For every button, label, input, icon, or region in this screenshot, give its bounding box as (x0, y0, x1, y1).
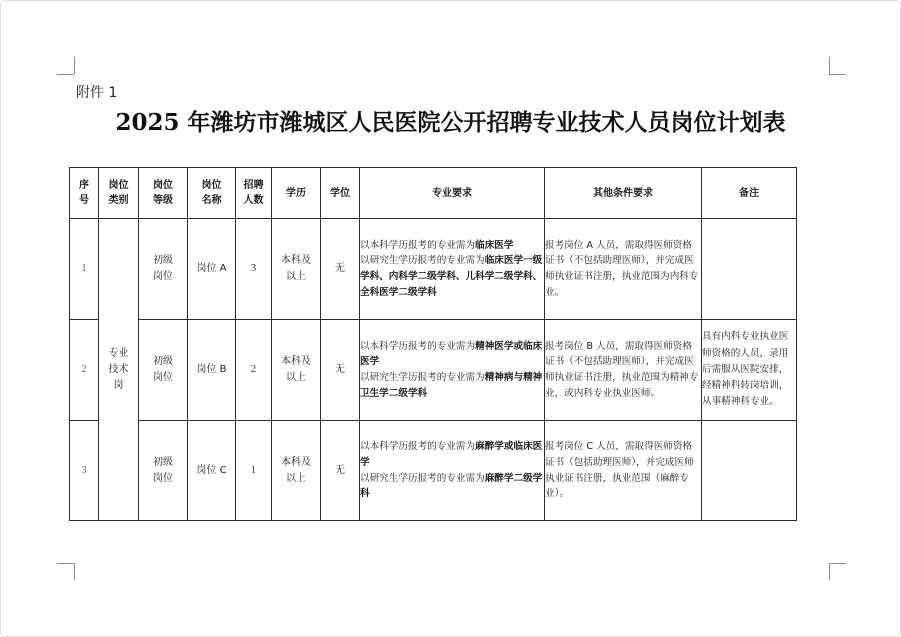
graduate-required-majors: 精神病与精神卫生学二级学科 (360, 372, 543, 399)
graduate-major-requirement (360, 253, 544, 300)
recruit-count-cell (236, 219, 272, 320)
graduate-required-majors: 临床医学一级学科、内科学二级学科、儿科学二级学科、全科医学二级学科 (360, 255, 543, 298)
header-position-level (139, 168, 188, 219)
major-requirements-cell (360, 421, 545, 521)
header-position-category (99, 168, 139, 219)
remarks-cell (702, 219, 797, 320)
education-line-2: 以上 (286, 372, 306, 383)
table-row-3 (70, 421, 797, 521)
degree: 无 (335, 364, 345, 375)
crop-mark-bottom-right-horizontal (829, 563, 846, 564)
seq-number: 2 (81, 364, 87, 375)
remarks-cell (702, 421, 797, 521)
seq-number: 3 (81, 464, 87, 476)
header-row (70, 168, 797, 219)
crop-mark-top-left-vertical (74, 57, 75, 74)
header-education: 学历 (272, 168, 321, 219)
position-name-cell (188, 219, 236, 320)
position-level-cell (139, 421, 188, 521)
education-line-1: 本科及 (281, 255, 311, 266)
education-cell (272, 421, 321, 521)
crop-mark-bottom-right-vertical (829, 563, 830, 580)
position-level-line-1: 初级 (153, 356, 173, 367)
table-row-2 (70, 320, 797, 421)
degree: 无 (335, 263, 345, 274)
education-cell (272, 320, 321, 421)
position-level-line-1: 初级 (153, 456, 173, 468)
degree: 无 (335, 464, 345, 476)
recruitment-plan-table (69, 167, 797, 521)
header-count-line-1: 招聘 (243, 180, 264, 191)
bachelor-requirement-prefix: 以本科学历报考的专业需为 (360, 239, 476, 251)
position-level-line-2: 岗位 (153, 472, 173, 484)
education-line-1: 本科及 (281, 356, 311, 367)
other-requirements-text: 报考岗位 C 人员，需取得医师资格证书（包括助理医师），并完成医师执业证书注册，执业范围（麻醉专业）。 (545, 441, 694, 500)
other-requirements-text: 报考岗位 B 人员，需取得医师资格证书（不包括助理医师），并完成医师执业证书注册，执业范围为精神专业，或内科专业执业医师。 (545, 340, 699, 399)
graduate-required-majors: 麻醉学二级学科 (360, 472, 543, 500)
recruit-count: 1 (250, 464, 257, 476)
major-requirements-cell (360, 320, 545, 421)
major-requirements-cell (360, 219, 545, 320)
degree-cell (321, 219, 360, 320)
position-category-line-1: 专业 (108, 347, 129, 359)
other-requirements-text: 报考岗位 A 人员，需取得医师资格证书（不包括助理医师），并完成医师执业证书注册，执业范围为内科专业。 (545, 239, 699, 298)
remarks-text: 具有内科专业执业医师资格的人员，录用后需服从医院安排，经精神科转岗培训，从事精神科专业。 (702, 331, 789, 408)
bachelor-required-majors: 临床医学 (475, 239, 514, 251)
recruit-count-cell (236, 421, 272, 521)
position-name: 岗位 B (196, 364, 227, 375)
position-category-line-3: 岗 (113, 379, 124, 391)
header-other-requirements: 其他条件要求 (545, 168, 702, 219)
position-level-line-1: 初级 (153, 255, 173, 266)
crop-mark-top-left-horizontal (57, 74, 74, 75)
header-remarks: 备注 (702, 168, 797, 219)
header-name-line-2: 名称 (201, 195, 222, 206)
header-seq-line-2: 号 (79, 195, 89, 206)
position-category-cell (99, 219, 139, 521)
crop-mark-top-right-horizontal (829, 74, 846, 75)
crop-mark-bottom-left-horizontal (57, 563, 74, 564)
header-degree: 学位 (321, 168, 360, 219)
education-line-1: 本科及 (281, 456, 311, 468)
bachelor-required-majors: 麻醉学或临床医学 (360, 441, 543, 468)
recruit-count: 2 (250, 364, 257, 375)
position-level-cell (139, 320, 188, 421)
position-name-cell (188, 421, 236, 521)
header-major-requirements: 专业要求 (360, 168, 545, 219)
education-cell (272, 219, 321, 320)
education-line-2: 以上 (286, 472, 306, 484)
position-name: 岗位 C (196, 464, 227, 476)
bachelor-major-requirement (360, 339, 544, 370)
position-name: 岗位 A (196, 263, 227, 274)
recruit-count: 3 (250, 263, 257, 274)
seq-cell (70, 320, 99, 421)
header-seq-line-1: 序 (79, 180, 89, 191)
header-seq (70, 168, 99, 219)
bachelor-requirement-prefix: 以本科学历报考的专业需为 (360, 340, 476, 352)
graduate-requirement-prefix: 以研究生学历报考的专业需为 (360, 472, 485, 484)
header-category-line-1: 岗位 (108, 180, 129, 191)
bachelor-requirement-prefix: 以本科学历报考的专业需为 (360, 441, 476, 453)
degree-cell (321, 320, 360, 421)
crop-mark-top-right-vertical (829, 57, 830, 74)
header-level-line-1: 岗位 (153, 180, 173, 191)
seq-number: 1 (81, 263, 87, 274)
graduate-requirement-prefix: 以研究生学历报考的专业需为 (360, 372, 485, 383)
other-requirements-cell (545, 421, 702, 521)
bachelor-major-requirement (360, 238, 544, 254)
header-level-line-2: 等级 (153, 195, 173, 206)
graduate-requirement-prefix: 以研究生学历报考的专业需为 (360, 255, 485, 267)
position-level-line-2: 岗位 (153, 372, 173, 383)
remarks-cell (702, 320, 797, 421)
header-count-line-2: 人数 (243, 195, 264, 206)
attachment-label: 附件 1 (76, 85, 118, 101)
header-category-line-2: 类别 (108, 195, 129, 206)
education-line-2: 以上 (286, 271, 306, 282)
graduate-major-requirement (360, 471, 544, 502)
position-name-cell (188, 320, 236, 421)
position-level-line-2: 岗位 (153, 271, 173, 282)
position-level-cell (139, 219, 188, 320)
header-recruit-count (236, 168, 272, 219)
other-requirements-cell (545, 320, 702, 421)
seq-cell (70, 219, 99, 320)
crop-mark-bottom-left-vertical (74, 563, 75, 580)
degree-cell (321, 421, 360, 521)
other-requirements-cell (545, 219, 702, 320)
header-name-line-1: 岗位 (201, 180, 222, 191)
table-row-1 (70, 219, 797, 320)
seq-cell (70, 421, 99, 521)
recruit-count-cell (236, 320, 272, 421)
bachelor-required-majors: 精神医学或临床医学 (360, 340, 543, 368)
header-position-name (188, 168, 236, 219)
position-category-line-2: 技术 (108, 363, 129, 375)
document-title: 2025 年潍坊市潍城区人民医院公开招聘专业技术人员岗位计划表 (115, 109, 786, 136)
graduate-major-requirement (360, 370, 544, 401)
bachelor-major-requirement (360, 439, 544, 470)
